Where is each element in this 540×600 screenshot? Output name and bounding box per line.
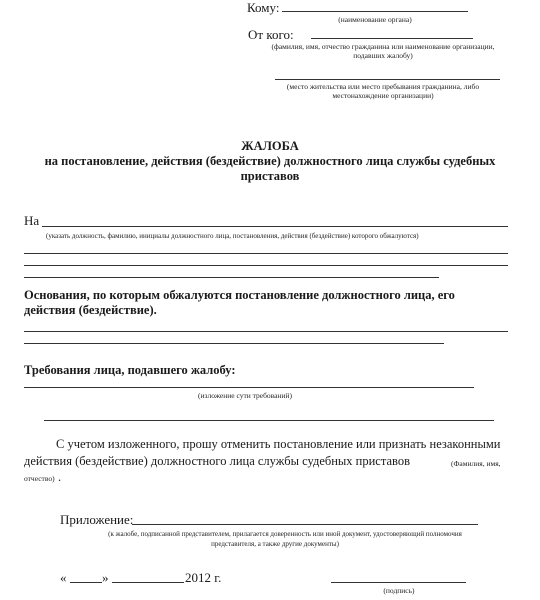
grounds-heading-2: действия (бездействие). xyxy=(24,303,157,317)
document-subtitle-1: на постановление, действия (бездействие) должностного лица службы судебных xyxy=(44,154,496,168)
grounds-heading-1: Основания, по которым обжалуются постановление должностного лица, его xyxy=(24,288,455,302)
from-field-line[interactable] xyxy=(311,38,473,39)
document-title: ЖАЛОБА xyxy=(241,139,299,153)
on-field-line[interactable] xyxy=(42,226,508,227)
address-caption-1: (место жительства или место пребывания гражданина, либо xyxy=(286,82,480,91)
date-close-quote: » xyxy=(102,570,109,585)
to-label: Кому: xyxy=(247,0,280,15)
address-caption-2: местонахождение организации) xyxy=(332,91,434,100)
attachment-caption-1: (к жалобе, подписанной представителем, прилагается доверенность или иной документ, удостоверяющий полномочия xyxy=(108,530,462,538)
address-field-line[interactable] xyxy=(275,79,500,80)
date-year: 2012 г. xyxy=(185,570,222,585)
grounds-line-1[interactable] xyxy=(24,331,508,332)
on-caption: (указать должность, фамилию, инициалы должностного лица, постановления, действия (бездействие) которого обжалуются) xyxy=(46,232,419,240)
on-label: На xyxy=(24,213,40,228)
date-month-line[interactable] xyxy=(112,582,184,583)
date-open-quote: « xyxy=(60,570,67,585)
demands-line-1[interactable] xyxy=(24,387,474,388)
to-field-line[interactable] xyxy=(282,11,468,12)
attachment-label: Приложение: xyxy=(60,512,134,527)
on-continuation-line-3[interactable] xyxy=(24,277,439,278)
document-subtitle-2: приставов xyxy=(240,169,300,183)
demands-line-2[interactable] xyxy=(44,420,494,421)
request-line-1: С учетом изложенного, прошу отменить постановление или признать незаконными xyxy=(56,437,501,451)
signature-line[interactable] xyxy=(331,582,466,583)
from-caption-2: подавших жалобу) xyxy=(353,51,413,60)
signature-caption: (подпись) xyxy=(383,586,415,595)
request-name-caption-2: отчество) xyxy=(24,474,55,483)
request-name-caption: (Фамилия, имя, xyxy=(451,459,501,468)
from-caption-1: (фамилия, имя, отчество гражданина или наименование организации, xyxy=(271,42,495,51)
on-continuation-line-2[interactable] xyxy=(24,265,508,266)
grounds-line-2[interactable] xyxy=(24,343,444,344)
request-end-period: . xyxy=(58,470,62,484)
attachment-caption-2: представителя, а также другие документы) xyxy=(211,540,339,548)
demands-heading: Требования лица, подавшего жалобу: xyxy=(24,363,236,377)
request-line-2: действия (бездействие) должностного лица службы судебных приставов xyxy=(24,454,410,468)
attachment-field-line[interactable] xyxy=(132,524,478,525)
from-label: От кого: xyxy=(248,27,294,42)
on-continuation-line-1[interactable] xyxy=(24,253,508,254)
date-day-line[interactable] xyxy=(70,582,102,583)
demands-caption: (изложение сути требований) xyxy=(198,391,292,400)
to-caption: (наименование органа) xyxy=(338,15,412,24)
